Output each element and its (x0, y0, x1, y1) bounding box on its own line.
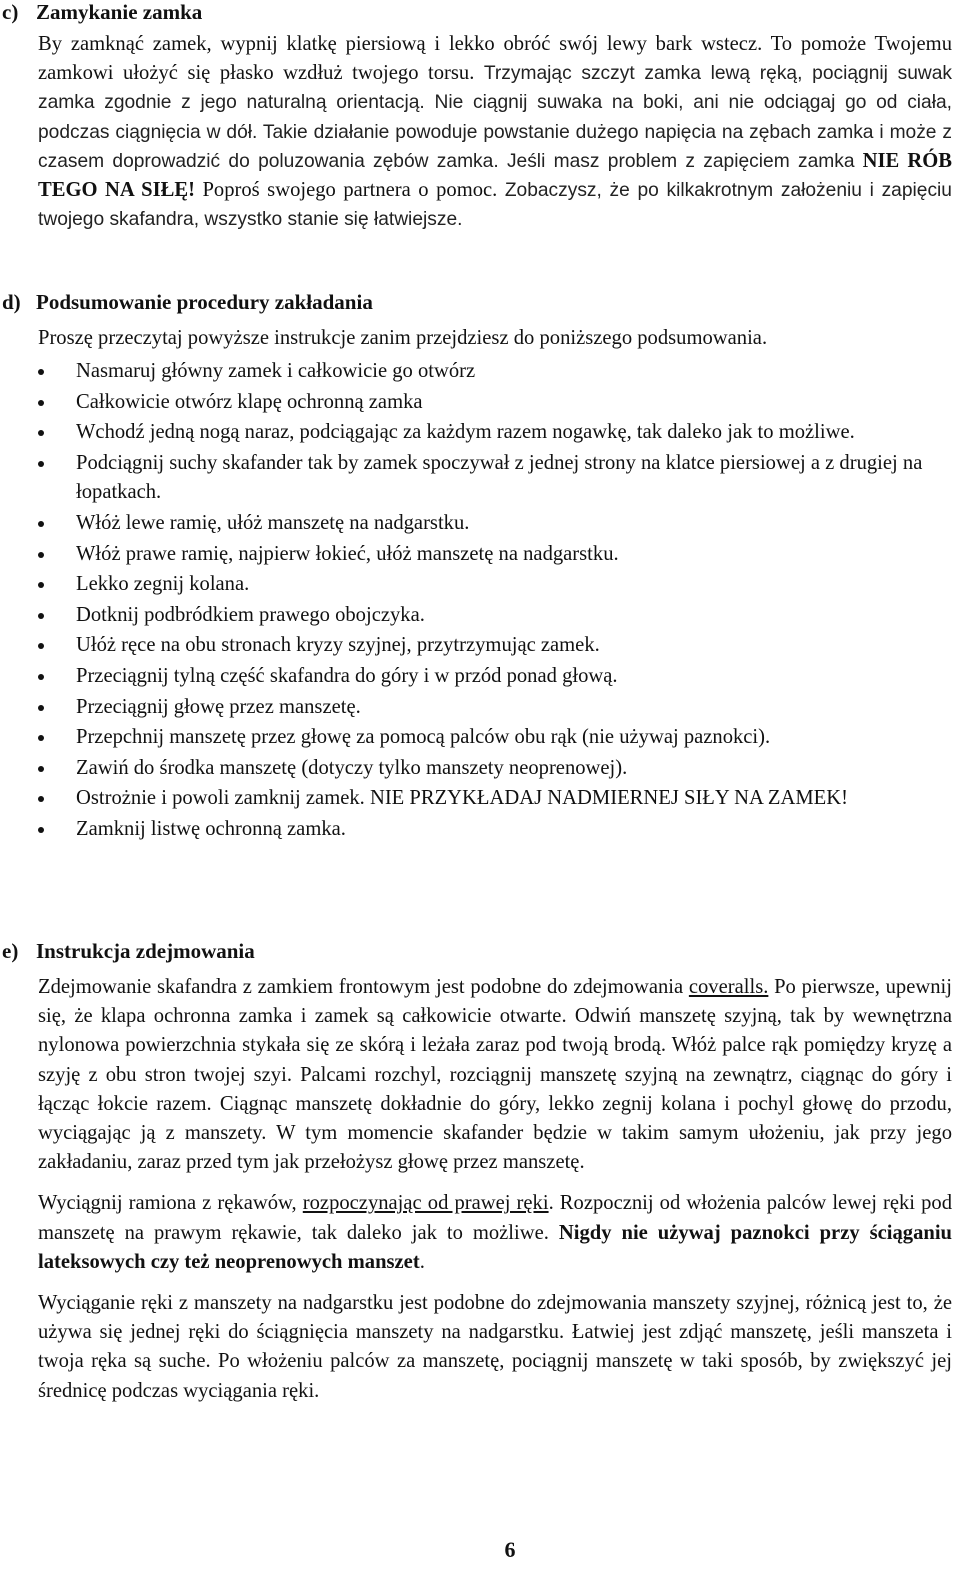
bullet-icon (38, 582, 44, 588)
section-letter: e) (2, 939, 19, 963)
paragraph-text: Poproś swojego partnera o pomoc. (202, 179, 498, 202)
list-item: Ostrożnie i powoli zamknij zamek. NIE PRZYKŁADAJ NADMIERNEJ SIŁY NA ZAMEK! (76, 784, 952, 813)
list-item: Zawiń do środka manszetę (dotyczy tylko manszety neoprenowej). (76, 754, 952, 783)
bullet-icon (38, 796, 44, 802)
section-title: Podsumowanie procedury zakładania (36, 290, 373, 314)
bullet-icon (38, 461, 44, 467)
warning-text: Nigdy nie używaj paznokci przy ściąganiu lateksowych czy też neoprenowych manszet (38, 1221, 952, 1273)
section-c (0, 0, 952, 234)
list-item: Podciągnij suchy skafander tak by zamek spoczywał z jednej strony na klatce piersiowej a z drugiej na łopatkach. (76, 449, 952, 508)
paragraph-text-sans: Trzymając szczyt zamka lewą ręką, pociągnij suwak zamka zgodnie z jego naturalną orientacją. Nie ciągnij suwaka na boki, ani nie odciągaj go od ciała, podczas ciągnięcia w dół. Takie działanie powoduje powstanie dużego napięcia na zębach zamka i może z czasem doprowadzić do poluzowania zębów zamka. Jeśli masz problem z zapięciem zamka (38, 63, 952, 172)
paragraph-text: By zamknąć zamek, wypnij klatkę piersiową i lekko obróć swój lewy bark wstecz. To pomoże Twojemu zamkowi ułożyć się płasko wzdłuż twojego torsu. (38, 33, 952, 85)
bullet-icon (38, 552, 44, 558)
section-letter: d) (2, 290, 21, 314)
list-item: Nasmaruj główny zamek i całkowicie go otwórz (76, 357, 952, 386)
list-item: Włóż lewe ramię, ułóż manszetę na nadgarstku. (76, 509, 952, 538)
bullet-icon (38, 643, 44, 649)
list-item: Przepchnij manszetę przez głowę za pomocą palców obu rąk (nie używaj paznokci). (76, 723, 952, 752)
bullet-icon (38, 369, 44, 375)
section-e-paragraph-1: Zdejmowanie skafandra z zamkiem frontowym jest podobne do zdejmowania coveralls. Po pierwsze, upewnij się, że klapa ochronna zamka i zamek są całkowicie otwarte. Odwiń manszetę szyjną, tak by wewnętrzna nylonowa powierzchnia stykała się ze skórą i leżała zaraz pod twoją brodą. Włóż palce rąk pomiędzy kryzę a szyję z obu stron twojej szyi. Palcami rozchyl, rozciągnij manszetę szyjną na zewnątrz, ciągnąc do góry i łącząc łokcie razem. Ciągnąc manszetę dokładnie do góry, lekko zegnij kolana i pochyl głowę do przodu, wyciągając ją z manszety. W tym momencie skafander będzie w takim samym ułożeniu, jak przy jego zakładaniu, zaraz przed tym jak przełożysz głowę przez manszetę. (38, 976, 952, 1174)
section-e-paragraph-3: Wyciąganie ręki z manszety na nadgarstku jest podobne do zdejmowania manszety szyjnej, różnicą jest to, że używa się jednej ręki do ściągnięcia manszety na nadgarstku. Łatwiej jest zdjąć manszetę, jeśli manszeta i twoja ręka są suche. Po włożeniu palców za manszetę, pociągnij manszetę w taki sposób, by zwiększyć jej średnicę podczas wyciągania ręki. (38, 1292, 952, 1402)
page-number: 6 (504, 1537, 516, 1562)
warning-text: NIE RÓB TEGO NA SIŁĘ! (38, 149, 952, 202)
list-item: Wchodź jedną nogą naraz, podciągając za każdym razem nogawkę, tak daleko jak to możliwe. (76, 418, 952, 447)
paragraph-text-sans: Zobaczysz, że po kilkakrotnym założeniu i zapięciu twojego skafandra, wszystko stanie się łatwiejsze. (38, 180, 952, 231)
bullet-icon (38, 766, 44, 772)
list-item: Włóż prawe ramię, najpierw łokieć, ułóż manszetę na nadgarstku. (76, 540, 952, 569)
section-e (0, 937, 952, 1406)
list-item: Zamknij listwę ochronną zamka. (76, 815, 952, 844)
list-item: Przeciągnij głowę przez manszetę. (76, 693, 952, 722)
bullet-icon (38, 400, 44, 406)
section-letter: c) (2, 0, 19, 24)
list-item: Przeciągnij tylną część skafandra do góry i w przód ponad głową. (76, 662, 952, 691)
procedure-list (0, 357, 952, 844)
section-d-intro: Proszę przeczytaj powyższe instrukcje zanim przejdziesz do poniższego podsumowania. (38, 327, 768, 349)
coveralls-link[interactable]: coveralls. (688, 976, 769, 998)
bullet-icon (38, 674, 44, 680)
bullet-icon (38, 430, 44, 436)
section-c-paragraph (38, 30, 952, 234)
section-e-heading (0, 937, 952, 965)
bullet-icon (38, 827, 44, 833)
right-hand-link[interactable]: rozpoczynając od prawej ręki (302, 1192, 549, 1215)
section-title: Instrukcja zdejmowania (36, 939, 255, 963)
section-d-heading (0, 288, 952, 316)
bullet-icon (38, 613, 44, 619)
list-item: Całkowicie otwórz klapę ochronną zamka (76, 388, 952, 417)
bullet-icon (38, 705, 44, 711)
list-item: Lekko zegnij kolana. (76, 570, 952, 599)
list-item: Ułóż ręce na obu stronach kryzy szyjnej, przytrzymując zamek. (76, 631, 952, 660)
section-title: Zamykanie zamka (36, 0, 203, 24)
bullet-icon (38, 521, 44, 527)
bullet-icon (38, 735, 44, 741)
section-e-paragraph-2: Wyciągnij ramiona z rękawów, rozpoczynając od prawej ręki. Rozpocznij od włożenia palców lewej ręki pod manszetę na prawym rękawie, tak daleko jak to możliwe. Nigdy nie używaj paznokci przy ściąganiu lateksowych czy też neoprenowych manszet. (38, 1192, 952, 1273)
list-item: Dotknij podbródkiem prawego obojczyka. (76, 601, 952, 630)
section-d (0, 288, 952, 846)
section-c-heading (0, 0, 952, 26)
